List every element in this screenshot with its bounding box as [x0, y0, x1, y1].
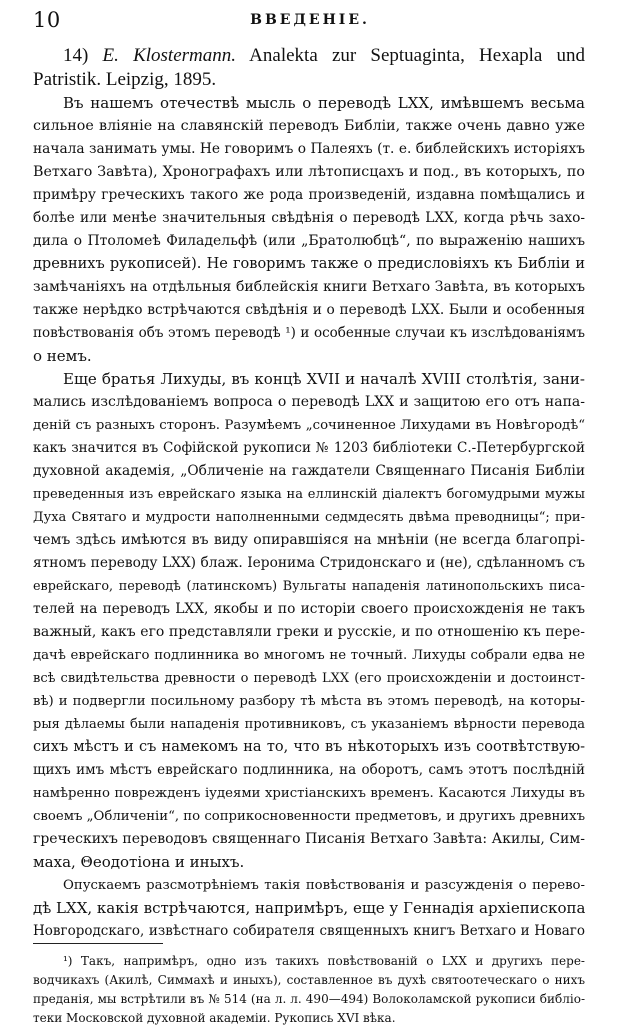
text-line: дѣ LXX, какія встрѣчаются, напримѣръ, еще у Геннадія архіепископа [33, 899, 585, 917]
text-line: Ветхаго Завѣта), Хронографахъ или лѣтописцахъ и под., въ которыхъ, по [33, 164, 585, 180]
text-line: вѣ) и подвергли посильному разбору тѣ мѣста въ этомъ переводѣ, на которы- [33, 694, 585, 709]
bibliography-line [33, 44, 585, 68]
text-line: Духа Святаго и мудрости наполненными седмдесять двѣма преводницы“; при- [33, 510, 585, 525]
text-line: болѣе или менѣе значительныя свѣдѣнія о переводѣ LXX, когда рѣчь захо- [33, 210, 585, 226]
paragraph [33, 92, 585, 368]
paragraph [33, 368, 585, 874]
page-number: 10 [33, 8, 61, 32]
text-line: рыя дѣлаемы были нападенія противниковъ, съ указаніемъ вѣрности перевода [33, 717, 585, 732]
text-line: духовной академія, „Обличеніе на гаждатели Священнаго Писанія Библіи [33, 463, 585, 479]
text-line: своемъ „Обличеніи“, по соприкосновенности предметовъ, и другихъ древнихъ [33, 809, 585, 824]
text-line: сихъ мѣстъ и съ намекомъ на то, что въ нѣкоторыхъ изъ соотвѣтствую- [33, 739, 585, 755]
text-line: всѣ свидѣтельства древности о переводѣ LXX (его происхожденіи и достоинст- [33, 671, 585, 686]
text-line: щихъ имъ мѣстъ еврейскаго подлинника, на оборотъ, самъ этотъ послѣдній [33, 762, 585, 778]
text-line: деній съ разныхъ сторонъ. Разумѣемъ „сочиненное Лихудами въ Новѣгородѣ“ [33, 418, 585, 433]
body-text [33, 44, 585, 943]
text-line: Новгородскаго, извѣстнаго собирателя священныхъ книгъ Ветхаго и Новаго [33, 923, 585, 939]
text-line: Опускаемъ разсмотрѣніемъ такія повѣствованія и разсужденія о перево- [63, 878, 585, 893]
text-line: ятномъ переводу LXX) блаж. Іеронима Стридонскаго и (не), сдѣланномъ съ [33, 555, 585, 571]
text-line: Еще братья Лихуды, въ концѣ XVII и началѣ XVIII столѣтія, зани- [63, 370, 585, 388]
bibliography-entry [33, 44, 585, 92]
paragraph [33, 874, 585, 943]
text-line: дачѣ еврейскаго подлинника во многомъ не точный. Лихуды собрали едва не [33, 648, 585, 663]
text-line: маха, Θеодотіона и иныхъ. [33, 853, 245, 871]
bibliography-line: Patristik. Leipzig, 1895. [33, 69, 217, 90]
footnote-line: преданія, мы встрѣтили въ № 514 (на л. л. 490—494) Волоколамской рукописи библіо- [33, 992, 585, 1006]
text-line: начала занимать умы. Не говоримъ о Палеяхъ (т. е. библейскихъ исторіяхъ [33, 141, 585, 157]
footnote-divider [33, 943, 163, 944]
text-line: Въ нашемъ отечествѣ мысль о переводѣ LXX, имѣвшемъ весьма [63, 94, 585, 112]
text-line: чемъ здѣсь имѣются въ виду опиравшіяся на мнѣніи (не всегда благопрі- [33, 532, 585, 548]
text-line: телей на переводъ LXX, якобы и по исторіи своего происхожденія не такъ [33, 601, 585, 617]
text-line: мались изслѣдованіемъ вопроса о переводѣ LXX и защитою его отъ напа- [33, 394, 585, 410]
bibliography-title: Analekta zur Septuaginta, Hexapla und [249, 45, 585, 66]
text-line: дила о Птоломеѣ Филадельфѣ (или „Братолюбцѣ“, по выраженію нашихъ [33, 233, 585, 249]
footnote [33, 952, 585, 1028]
bibliography-author: E. Klostermann. [102, 45, 237, 66]
footnote-line: водчикахъ (Акилѣ, Симмахѣ и иныхъ), составленное въ духѣ святоотеческаго о нихъ [33, 973, 585, 987]
text-line: какъ значится въ Софійской рукописи № 1203 библіотеки С.-Петербургской [33, 440, 585, 456]
text-line: древнихъ рукописей). Не говоримъ также о предисловіяхъ къ Библіи и [33, 256, 585, 272]
bibliography-number: 14) [63, 45, 89, 66]
footnote-line: ¹) Такъ, напримѣръ, одно изъ такихъ повѣствованій о LXX и другихъ пере- [63, 954, 585, 968]
text-line: намѣренно поврежденъ іудеями христіанскихъ временъ. Касаются Лихуды въ [33, 786, 585, 801]
text-line: замѣчаніяхъ на отдѣльныя библейскія книги Ветхаго Завѣта, въ которыхъ [33, 279, 585, 295]
text-line: греческихъ переводовъ священнаго Писанія Ветхаго Завѣта: Акилы, Сим- [33, 831, 585, 847]
text-line: еврейскаго, переводѣ (латинскомъ) Вульгаты нападенія латинопольскихъ писа- [33, 579, 585, 594]
footnote-line: теки Московской духовной академіи. Рукопись XVI вѣка. [33, 1011, 396, 1025]
text-line: также нерѣдко встрѣчаются свѣдѣнія и о переводѣ LXX. Были и особенныя [33, 302, 585, 318]
text-line: о немъ. [33, 347, 92, 365]
text-line: примѣру греческихъ такого же рода произведеній, издавна помѣщались и [33, 187, 585, 203]
text-line: важный, какъ его представляли греки и русскіе, и по отношенію къ пере- [33, 624, 585, 640]
text-line: сильное вліяніе на славянскій переводъ Библіи, также очень давно уже [33, 118, 585, 134]
text-line: преведенныя изъ еврейскаго языка на еллинскій діалектъ богомудрыми мужы [33, 487, 585, 502]
text-line: повѣствованія объ этомъ переводѣ ¹) и особенные случаи къ изслѣдованіямъ [33, 325, 585, 341]
running-head: ВВЕДЕНІЕ. [250, 12, 370, 28]
